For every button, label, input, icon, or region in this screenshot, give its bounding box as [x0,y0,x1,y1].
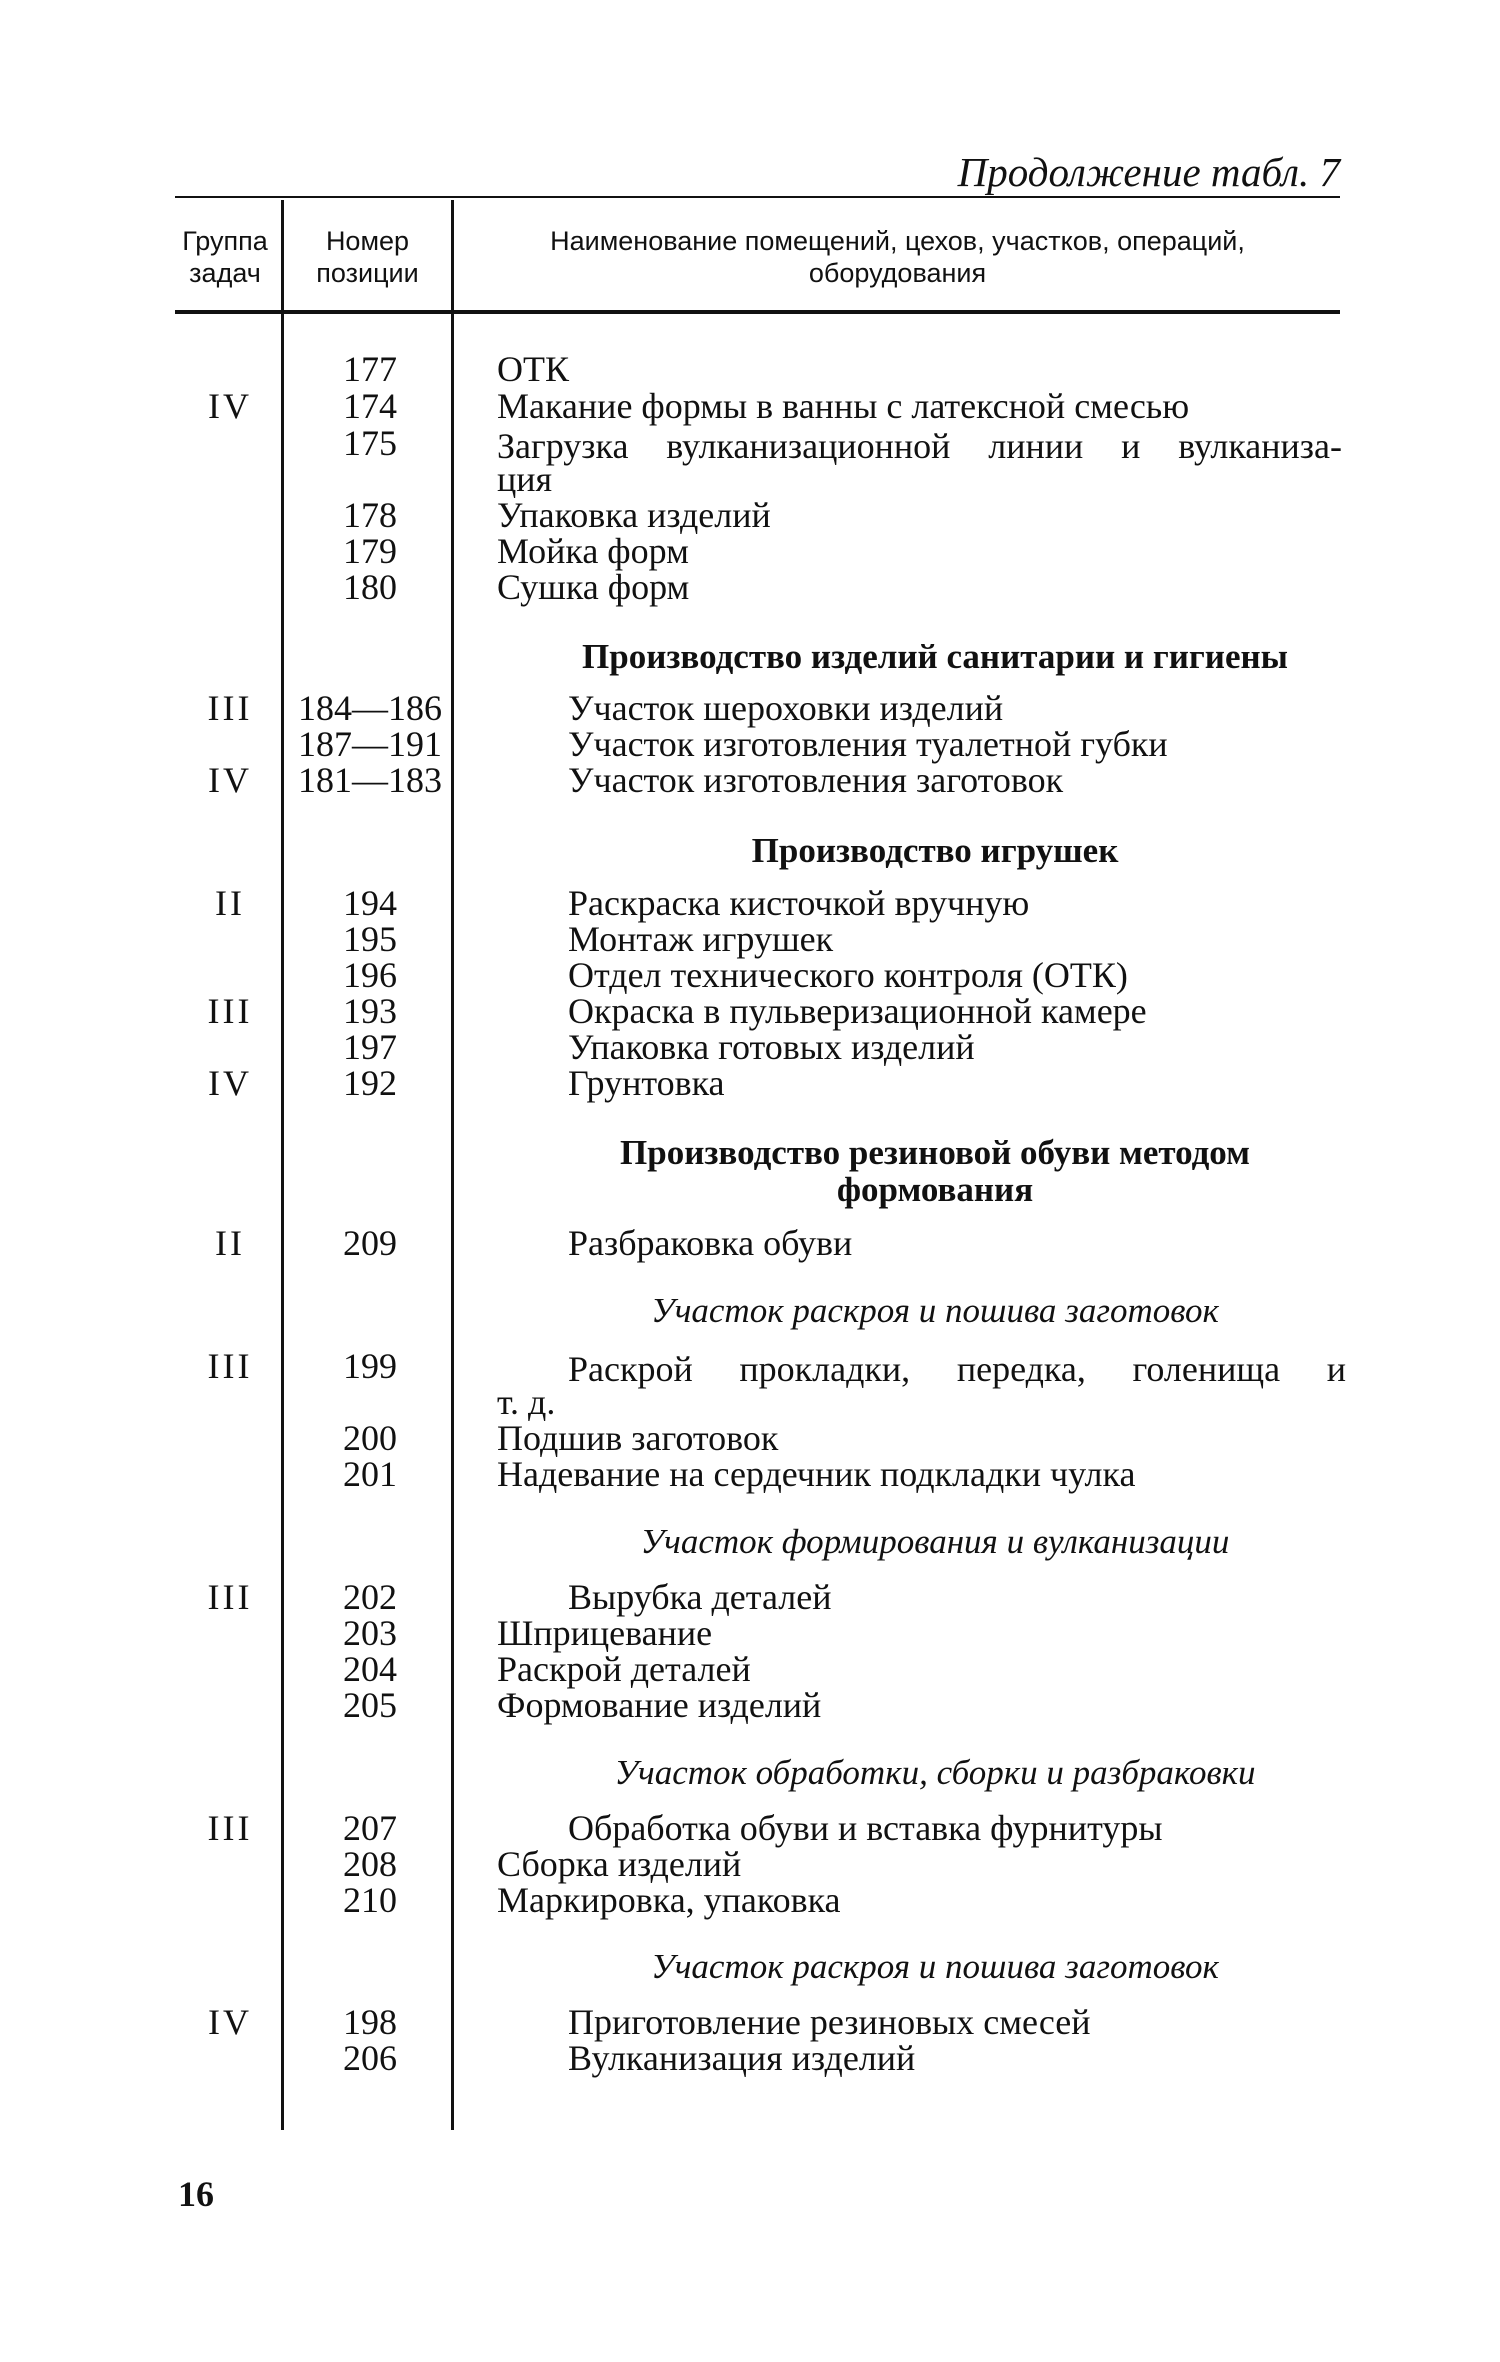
position-number: 201 [343,1454,397,1494]
item-name-continuation: ция [497,459,553,499]
header-group [170,225,280,289]
item-name: Отдел технического контроля (ОТК) [568,955,1128,995]
item-name-word: линии [988,426,1084,466]
position-number: 184—186 [298,688,442,728]
position-number: 178 [343,495,397,535]
position-number: 197 [343,1027,397,1067]
column-divider-2 [451,200,454,2130]
item-name: Участок шероховки изделий [568,688,1004,728]
item-name-word: и [1121,426,1141,466]
item-name: Вулканизация изделий [568,2038,916,2078]
item-name: Вырубка деталей [568,1577,832,1617]
group-number: II [215,883,245,923]
item-name-continuation: т. д. [497,1382,556,1422]
group-number: IV [208,1063,252,1103]
item-name: Обработка обуви и вставка фурнитуры [568,1808,1163,1848]
position-number: 177 [343,349,397,389]
position-number: 194 [343,883,397,923]
position-number: 200 [343,1418,397,1458]
top-rule [175,196,1340,198]
subsection-heading: Участок обработки, сборки и разбраковки [614,1753,1256,1792]
item-name: Упаковка готовых изделий [568,1027,975,1067]
item-name [568,1348,1346,1390]
position-number: 209 [343,1223,397,1263]
item-name: Окраска в пульверизационной камере [568,991,1147,1031]
position-number: 210 [343,1880,397,1920]
item-name: Грунтовка [568,1063,725,1103]
position-number: 206 [343,2038,397,2078]
item-name: Сушка форм [497,567,690,607]
position-number: 203 [343,1613,397,1653]
item-name: Макание формы в ванны с латексной смесью [497,386,1190,426]
section-heading-line: Производство резиновой обуви методом [620,1133,1250,1172]
position-number: 195 [343,919,397,959]
group-number: IV [208,2002,252,2042]
section-heading: Производство изделий санитарии и гигиены [582,637,1288,676]
group-number: III [207,688,253,728]
item-name-word: Загрузка [497,426,629,466]
item-name: Подшив заготовок [497,1418,779,1458]
header-position [285,225,450,289]
group-number: III [207,1577,253,1617]
item-name: Раскрой деталей [497,1649,751,1689]
group-number: IV [208,760,252,800]
position-number: 174 [343,386,397,426]
position-number: 175 [343,423,397,463]
item-name: Участок изготовления туалетной губки [568,724,1168,764]
item-name: Формование изделий [497,1685,822,1725]
section-heading-line: формования [836,1170,1034,1209]
position-number: 192 [343,1063,397,1103]
item-name-word: голенища [1132,1349,1281,1389]
item-name: Мойка форм [497,531,689,571]
item-name-word: вулканиза- [1178,426,1342,466]
item-name: Шприцевание [497,1613,713,1653]
position-number: 196 [343,955,397,995]
item-name: Разбраковка обуви [568,1223,853,1263]
item-name-word: вулканизационной [666,426,951,466]
item-name-word: Раскрой [568,1349,693,1389]
subsection-heading: Участок формирования и вулканизации [640,1522,1230,1561]
item-name: Раскраска кисточкой вручную [568,883,1030,923]
item-name: ОТК [497,349,569,389]
header-name [455,225,1340,289]
position-number: 193 [343,991,397,1031]
position-number: 198 [343,2002,397,2042]
item-name-word: и [1326,1349,1347,1389]
section-heading [495,1134,1375,1208]
subsection-heading: Участок раскроя и пошива заготовок [651,1291,1219,1330]
item-name-word: прокладки, [739,1349,911,1389]
position-number: 199 [343,1346,397,1386]
group-number: II [215,1223,245,1263]
position-number: 205 [343,1685,397,1725]
position-number: 207 [343,1808,397,1848]
item-name [497,425,1342,467]
group-number: III [207,991,253,1031]
item-name-word: передка, [956,1349,1086,1389]
item-name: Сборка изделий [497,1844,742,1884]
item-name: Участок изготовления заготовок [568,760,1064,800]
group-number: III [207,1346,253,1386]
position-number: 181—183 [298,760,442,800]
section-heading: Производство игрушек [751,831,1119,870]
item-name: Приготовление резиновых смесей [568,2002,1091,2042]
header-group-line1: Группа [182,226,268,256]
item-name: Упаковка изделий [497,495,771,535]
header-name-line1: Наименование помещений, цехов, участков, операций, [550,226,1245,256]
position-number: 204 [343,1649,397,1689]
header-position-line2: позиции [316,258,419,288]
group-number: IV [208,386,252,426]
position-number: 179 [343,531,397,571]
page-number: 16 [178,2174,214,2214]
header-group-line2: задач [189,258,261,288]
item-name: Маркировка, упаковка [497,1880,841,1920]
header-position-line1: Номер [325,226,410,256]
position-number: 208 [343,1844,397,1884]
subsection-heading: Участок раскроя и пошива заготовок [651,1947,1219,1986]
item-name: Монтаж игрушек [568,919,834,959]
item-name: Надевание на сердечник подкладки чулка [497,1454,1136,1494]
position-number: 202 [343,1577,397,1617]
position-number: 180 [343,567,397,607]
group-number: III [207,1808,253,1848]
header-name-line2: оборудования [808,258,987,288]
table-caption: Продолжение табл. 7 [957,149,1340,195]
header-bottom-rule [175,310,1340,314]
position-number: 187—191 [298,724,442,764]
